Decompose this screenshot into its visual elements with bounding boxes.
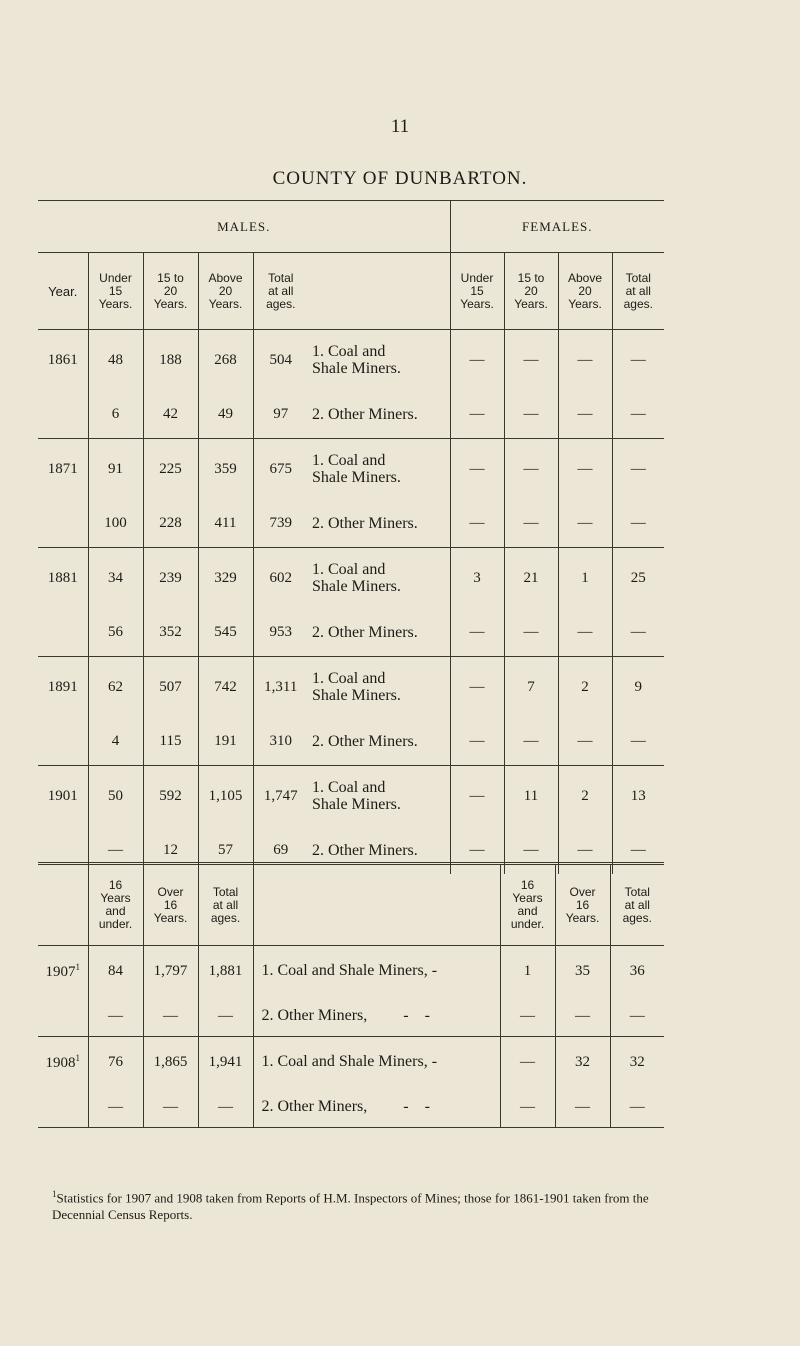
value-cell: — (612, 499, 664, 548)
year-cell: 1861 (38, 330, 88, 391)
value-cell: 188 (143, 330, 198, 391)
value-cell: 268 (198, 330, 253, 391)
value-cell: 11 (504, 766, 558, 827)
occupation-cell: 1. Coal and Shale Miners. (308, 766, 450, 827)
value-cell: 1 (500, 946, 555, 997)
value-cell: — (558, 717, 612, 766)
value-cell: 329 (198, 548, 253, 609)
occupation-cell: 2. Other Miners, - - (253, 1087, 500, 1128)
value-cell: 6 (88, 390, 143, 439)
year-cell (38, 717, 88, 766)
value-cell: — (630, 841, 646, 858)
occupation-cell: 1. Coal and Shale Miners. (308, 330, 450, 391)
page-number: 11 (390, 116, 410, 137)
value-cell: 310 (253, 717, 308, 766)
value-cell: 50 (88, 766, 143, 827)
value-cell: 48 (88, 330, 143, 391)
value-cell: 36 (629, 962, 645, 979)
table-row (38, 766, 664, 827)
value-cell: 1,105 (198, 766, 253, 827)
col-15to20: 15 to 20 Years. (143, 253, 198, 330)
occupation-cell: 2. Other Miners, - - (253, 996, 500, 1037)
value-cell: 100 (88, 499, 143, 548)
value-cell: — (630, 460, 646, 477)
value-cell: 1,881 (198, 946, 253, 997)
value-cell: — (558, 330, 612, 391)
value-cell: — (504, 330, 558, 391)
value-cell: 352 (143, 608, 198, 657)
value-cell: 12 (143, 826, 198, 874)
value-cell: — (143, 996, 198, 1037)
value-cell: — (88, 826, 143, 874)
year-cell: 1908$^1$ (38, 1037, 88, 1088)
value-cell: 13 (630, 787, 646, 804)
table-row (38, 548, 664, 609)
value-cell: — (504, 439, 558, 500)
value-cell: — (504, 499, 558, 548)
value-cell: 7 (504, 657, 558, 718)
col-under15: Under 15 Years. (88, 253, 143, 330)
year-cell: 1901 (38, 766, 88, 827)
value-cell: — (143, 1087, 198, 1128)
value-cell: — (558, 390, 612, 439)
census-table (38, 200, 664, 874)
value-cell: — (450, 826, 504, 874)
col2-16-and-under: 16 Years and under. (88, 864, 143, 946)
occupation-cell: 1. Coal and Shale Miners. (308, 439, 450, 500)
value-cell: 1 (558, 548, 612, 609)
value-cell: — (612, 608, 664, 657)
value-cell: — (450, 499, 504, 548)
year-cell (38, 608, 88, 657)
value-cell: — (88, 996, 143, 1037)
year-cell (38, 390, 88, 439)
occupation-cell: 2. Other Miners. (308, 826, 450, 874)
value-cell: 9 (634, 678, 643, 695)
value-cell: 507 (143, 657, 198, 718)
value-cell: 62 (88, 657, 143, 718)
value-cell: 4 (88, 717, 143, 766)
value-cell: — (450, 330, 504, 391)
value-cell: — (558, 439, 612, 500)
males-group-header: MALES. (38, 201, 450, 253)
value-cell: — (450, 766, 504, 827)
value-cell: 742 (198, 657, 253, 718)
value-cell: 228 (143, 499, 198, 548)
col2-over16: Over 16 Years. (143, 864, 198, 946)
col-year: Year. (38, 253, 88, 330)
value-cell: — (612, 390, 664, 439)
year-cell (38, 1087, 88, 1128)
value-cell: 25 (630, 569, 646, 586)
table-row (38, 657, 664, 718)
footnote (52, 1186, 672, 1223)
col2-year (38, 864, 88, 946)
table-body (38, 330, 664, 875)
table-row (38, 330, 664, 391)
table-row (38, 717, 664, 766)
value-cell: 1,941 (198, 1037, 253, 1088)
value-cell: 34 (88, 548, 143, 609)
value-cell: — (504, 390, 558, 439)
value-cell: 35 (555, 946, 610, 997)
occupation-cell: 2. Other Miners. (308, 499, 450, 548)
value-cell: — (555, 1087, 610, 1128)
occupation-cell: 1. Coal and Shale Miners. (308, 548, 450, 609)
value-cell: — (198, 1087, 253, 1128)
year-cell: 1871 (38, 439, 88, 500)
value-cell: 359 (198, 439, 253, 500)
value-cell: 84 (88, 946, 143, 997)
value-cell: — (555, 996, 610, 1037)
col-desc (308, 253, 450, 330)
footnote-marker: 1 (52, 1189, 57, 1199)
value-cell: — (612, 717, 664, 766)
value-cell: 32 (629, 1053, 645, 1070)
value-cell: — (450, 439, 504, 500)
table-row (38, 946, 664, 997)
value-cell: 504 (269, 351, 292, 368)
value-cell: — (500, 1087, 555, 1128)
value-cell: — (558, 826, 612, 874)
occupation-cell: 1. Coal and Shale Miners. (308, 657, 450, 718)
value-cell: 42 (143, 390, 198, 439)
value-cell: 2 (558, 657, 612, 718)
value-cell: 32 (555, 1037, 610, 1088)
value-cell: 49 (198, 390, 253, 439)
col-total: Total at all ages. (253, 253, 308, 330)
year-cell: 1891 (38, 657, 88, 718)
page-title: COUNTY OF DUNBARTON. (272, 168, 528, 189)
mines-table (38, 862, 664, 1128)
value-cell: 69 (273, 841, 289, 858)
table-row (38, 390, 664, 439)
value-cell: — (198, 996, 253, 1037)
value-cell: — (504, 608, 558, 657)
value-cell: 76 (88, 1037, 143, 1088)
females-group-header: FEMALES. (450, 201, 664, 253)
value-cell: 1,747 (263, 787, 298, 804)
value-cell: 1,797 (143, 946, 198, 997)
occupation-cell: 1. Coal and Shale Miners, - (253, 946, 500, 997)
col2-f-total: Total at all ages. (610, 864, 664, 946)
value-cell: 1,865 (143, 1037, 198, 1088)
occupation-cell: 2. Other Miners. (308, 717, 450, 766)
value-cell: — (450, 608, 504, 657)
table-row (38, 608, 664, 657)
value-cell: — (504, 826, 558, 874)
value-cell: 225 (143, 439, 198, 500)
value-cell: 3 (450, 548, 504, 609)
value-cell: 592 (143, 766, 198, 827)
value-cell: — (450, 717, 504, 766)
value-cell: — (610, 996, 664, 1037)
col-f-above20: Above 20 Years. (558, 253, 612, 330)
value-cell: 1,311 (264, 678, 298, 695)
footnote-text: Statistics for 1907 and 1908 taken from Reports of H.M. Inspectors of Mines; those for 1861-1901 taken from the Decennial Census Reports. (52, 1190, 649, 1223)
occupation-cell: 2. Other Miners. (308, 608, 450, 657)
col-above20: Above 20 Years. (198, 253, 253, 330)
year-cell: 1881 (38, 548, 88, 609)
value-cell: 545 (198, 608, 253, 657)
value-cell: 2 (558, 766, 612, 827)
table-row (38, 439, 664, 500)
table-row (38, 1087, 664, 1128)
value-cell: 57 (198, 826, 253, 874)
occupation-cell: 2. Other Miners. (308, 390, 450, 439)
value-cell: — (500, 996, 555, 1037)
value-cell: 21 (504, 548, 558, 609)
value-cell: 191 (198, 717, 253, 766)
value-cell: 602 (269, 569, 292, 586)
col-f-total: Total at all ages. (612, 253, 664, 330)
table-row (38, 1037, 664, 1088)
value-cell: 739 (253, 499, 308, 548)
occupation-cell: 1. Coal and Shale Miners, - (253, 1037, 500, 1088)
year-cell (38, 996, 88, 1037)
value-cell: — (610, 1087, 664, 1128)
value-cell: 115 (143, 717, 198, 766)
col2-total: Total at all ages. (198, 864, 253, 946)
col2-f-16-and-under: 16 Years and under. (500, 864, 555, 946)
col-f-under15: Under 15 Years. (450, 253, 504, 330)
value-cell: 56 (88, 608, 143, 657)
table-row (38, 996, 664, 1037)
value-cell: — (450, 390, 504, 439)
value-cell: 91 (88, 439, 143, 500)
value-cell: 239 (143, 548, 198, 609)
value-cell: — (558, 499, 612, 548)
value-cell: — (504, 717, 558, 766)
col2-f-over16: Over 16 Years. (555, 864, 610, 946)
value-cell: 675 (269, 460, 292, 477)
value-cell: — (450, 657, 504, 718)
value-cell: 953 (253, 608, 308, 657)
year-cell (38, 499, 88, 548)
col-f-15to20: 15 to 20 Years. (504, 253, 558, 330)
year-cell: 1907$^1$ (38, 946, 88, 997)
value-cell: — (558, 608, 612, 657)
table-row (38, 499, 664, 548)
value-cell: — (88, 1087, 143, 1128)
value-cell: — (630, 351, 646, 368)
value-cell: 97 (253, 390, 308, 439)
value-cell: 411 (198, 499, 253, 548)
value-cell: — (500, 1037, 555, 1088)
col2-desc (253, 864, 500, 946)
